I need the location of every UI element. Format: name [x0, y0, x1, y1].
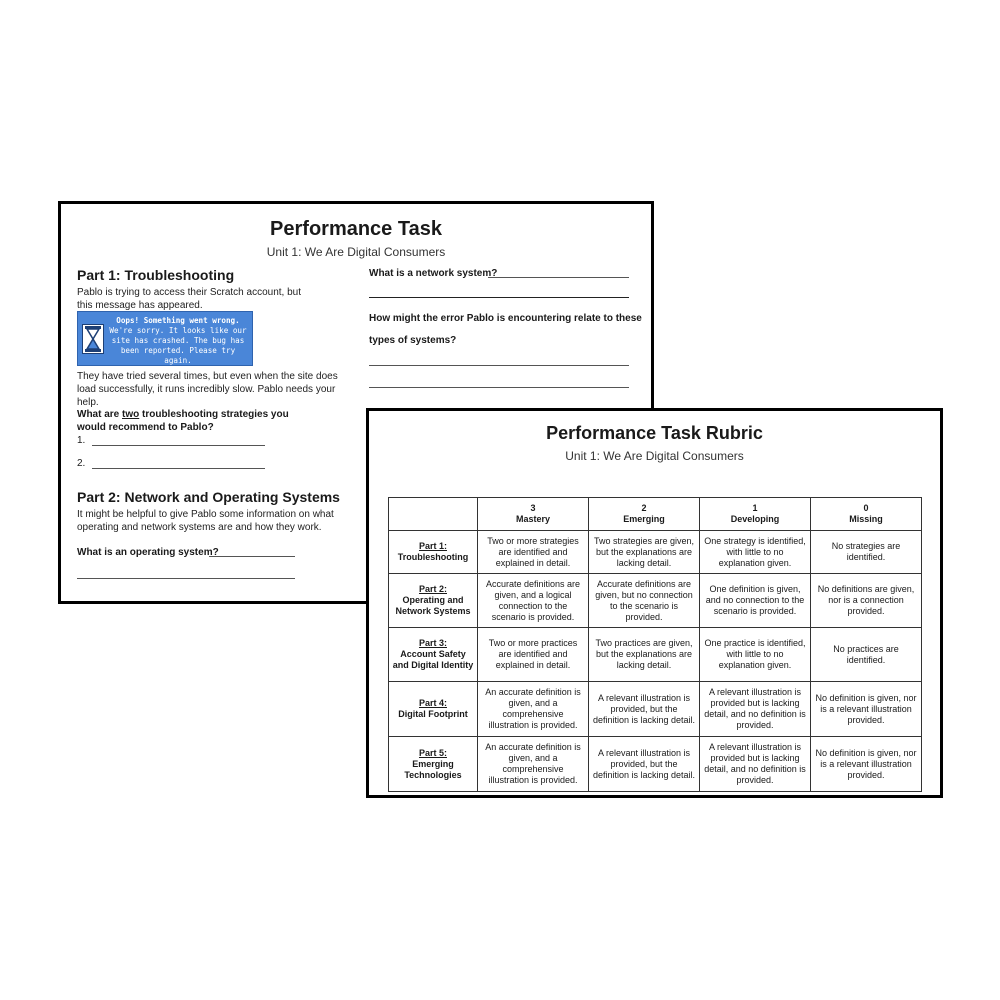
- answer-line-2[interactable]: [92, 468, 265, 469]
- row-name: Troubleshooting: [397, 552, 469, 562]
- rubric-cell: A relevant illustration is provided but is lacking detail, and no definition is provided.: [700, 737, 811, 792]
- rubric-cell: No practices are identified.: [811, 628, 922, 682]
- table-row: [389, 682, 922, 737]
- rubric-cell: Two practices are given, but the explanations are lacking detail.: [589, 628, 700, 682]
- row-name: Account Safety and Digital Identity: [392, 649, 474, 670]
- error-body: We're sorry. It looks like our site has crashed. The bug has been reported. Please try again.: [109, 326, 247, 365]
- part2-intro: It might be helpful to give Pablo some information on what operating and network systems are and how they work.: [77, 509, 334, 533]
- rubric-cell: No strategies are identified.: [811, 531, 922, 574]
- rubric-corner-cell: [389, 498, 478, 531]
- column-score: 0: [863, 503, 869, 513]
- question-operating-system: What is an operating system?: [77, 547, 219, 558]
- answer-line-network-1[interactable]: [488, 277, 629, 278]
- part1-intro: Pablo is trying to access their Scratch account, but this message has appeared.: [77, 287, 301, 311]
- rubric-cell: No definition is given, nor is a relevant illustration provided.: [811, 737, 922, 792]
- rubric-cell: One definition is given, and no connection to the scenario is provided.: [700, 574, 811, 628]
- row-header: [389, 531, 478, 574]
- rubric-cell: One practice is identified, with little to no explanation given.: [700, 628, 811, 682]
- question-network-system: What is a network system?: [369, 268, 498, 279]
- rubric-subtitle: Unit 1: We Are Digital Consumers: [565, 449, 744, 463]
- row-part: Part 3:: [418, 638, 447, 648]
- rubric-column-header: [589, 498, 700, 531]
- row-part: Part 2:: [418, 584, 447, 594]
- table-row: [389, 628, 922, 682]
- part1-question-start: What are: [77, 409, 123, 420]
- rubric-cell: Accurate definitions are given, and a logical connection to the scenario is provided.: [478, 574, 589, 628]
- column-label: Developing: [730, 514, 780, 524]
- answer-line-network-2[interactable]: [369, 297, 629, 298]
- table-row: [389, 531, 922, 574]
- row-part: Part 5:: [418, 747, 447, 758]
- rubric-column-header: [700, 498, 811, 531]
- answer-line-1[interactable]: [92, 445, 265, 446]
- error-message-text: [108, 316, 248, 366]
- table-row: [389, 737, 922, 792]
- task-subtitle: Unit 1: We Are Digital Consumers: [266, 245, 446, 259]
- answer-number-2: 2.: [77, 458, 86, 469]
- column-label: Mastery: [515, 514, 551, 524]
- question-relate-line-1: How might the error Pablo is encountering relate to these: [369, 313, 642, 324]
- row-name: Digital Footprint: [398, 709, 468, 719]
- row-header: [389, 574, 478, 628]
- rubric-cell: No definitions are given, nor is a connection provided.: [811, 574, 922, 628]
- table-row: [389, 574, 922, 628]
- row-name: Emerging Technologies: [404, 758, 462, 780]
- row-part: Part 1:: [418, 541, 447, 551]
- rubric-table: [388, 497, 922, 792]
- task-title: Performance Task: [270, 218, 442, 240]
- hourglass-icon: [82, 324, 104, 354]
- rubric-column-header: [478, 498, 589, 531]
- column-score: 1: [752, 503, 758, 513]
- rubric-cell: Two strategies are given, but the explanations are lacking detail.: [589, 531, 700, 574]
- rubric-column-header: [811, 498, 922, 531]
- row-header: [389, 737, 478, 792]
- row-name: Operating and Network Systems: [395, 595, 471, 616]
- column-label: Missing: [849, 514, 883, 524]
- question-relate-line-2: types of systems?: [369, 335, 457, 346]
- rubric-cell: An accurate definition is given, and a comprehensive illustration is provided.: [478, 737, 589, 792]
- rubric-cell: A relevant illustration is provided, but the definition is lacking detail.: [589, 737, 700, 792]
- rubric-cell: Two or more practices are identified and explained in detail.: [478, 628, 589, 682]
- rubric-cell: One strategy is identified, with little to no explanation given.: [700, 531, 811, 574]
- rubric-title: Performance Task Rubric: [546, 423, 763, 443]
- rubric-header-row: [389, 498, 922, 531]
- row-header: [389, 628, 478, 682]
- part1-question-end: troubleshooting strategies you would recommend to Pablo?: [77, 409, 289, 433]
- column-score: 2: [641, 503, 647, 513]
- rubric-cell: No definition is given, nor is a relevant illustration provided.: [811, 682, 922, 737]
- answer-number-1: 1.: [77, 435, 86, 446]
- rubric-cell: An accurate definition is given, and a comprehensive illustration is provided.: [478, 682, 589, 737]
- error-headline: Oops! Something went wrong.: [116, 316, 240, 325]
- rubric-cell: Accurate definitions are given, but no connection to the scenario is provided.: [589, 574, 700, 628]
- rubric-cell: Two or more strategies are identified and explained in detail.: [478, 531, 589, 574]
- answer-line-relate-1[interactable]: [369, 365, 629, 366]
- part1-followup: They have tried several times, but even when the site does load successfully, it runs incredibly slow. Pablo needs your help.: [77, 371, 338, 408]
- column-score: 3: [530, 503, 536, 513]
- row-header: [389, 682, 478, 737]
- rubric-cell: A relevant illustration is provided, but the definition is lacking detail.: [589, 682, 700, 737]
- part1-heading: Part 1: Troubleshooting: [77, 267, 235, 283]
- part1-question-emphasis: two: [122, 409, 140, 420]
- part2-heading: Part 2: Network and Operating Systems: [77, 489, 340, 505]
- rubric-cell: A relevant illustration is provided but is lacking detail, and no definition is provided.: [700, 682, 811, 737]
- column-label: Emerging: [623, 514, 665, 524]
- answer-line-os-2[interactable]: [77, 578, 295, 579]
- answer-line-os-1[interactable]: [209, 556, 295, 557]
- error-message-box: [77, 311, 253, 366]
- row-part: Part 4:: [418, 698, 447, 708]
- rubric-sheet: [366, 408, 943, 798]
- answer-line-relate-2[interactable]: [369, 387, 629, 388]
- part1-question: [77, 408, 317, 434]
